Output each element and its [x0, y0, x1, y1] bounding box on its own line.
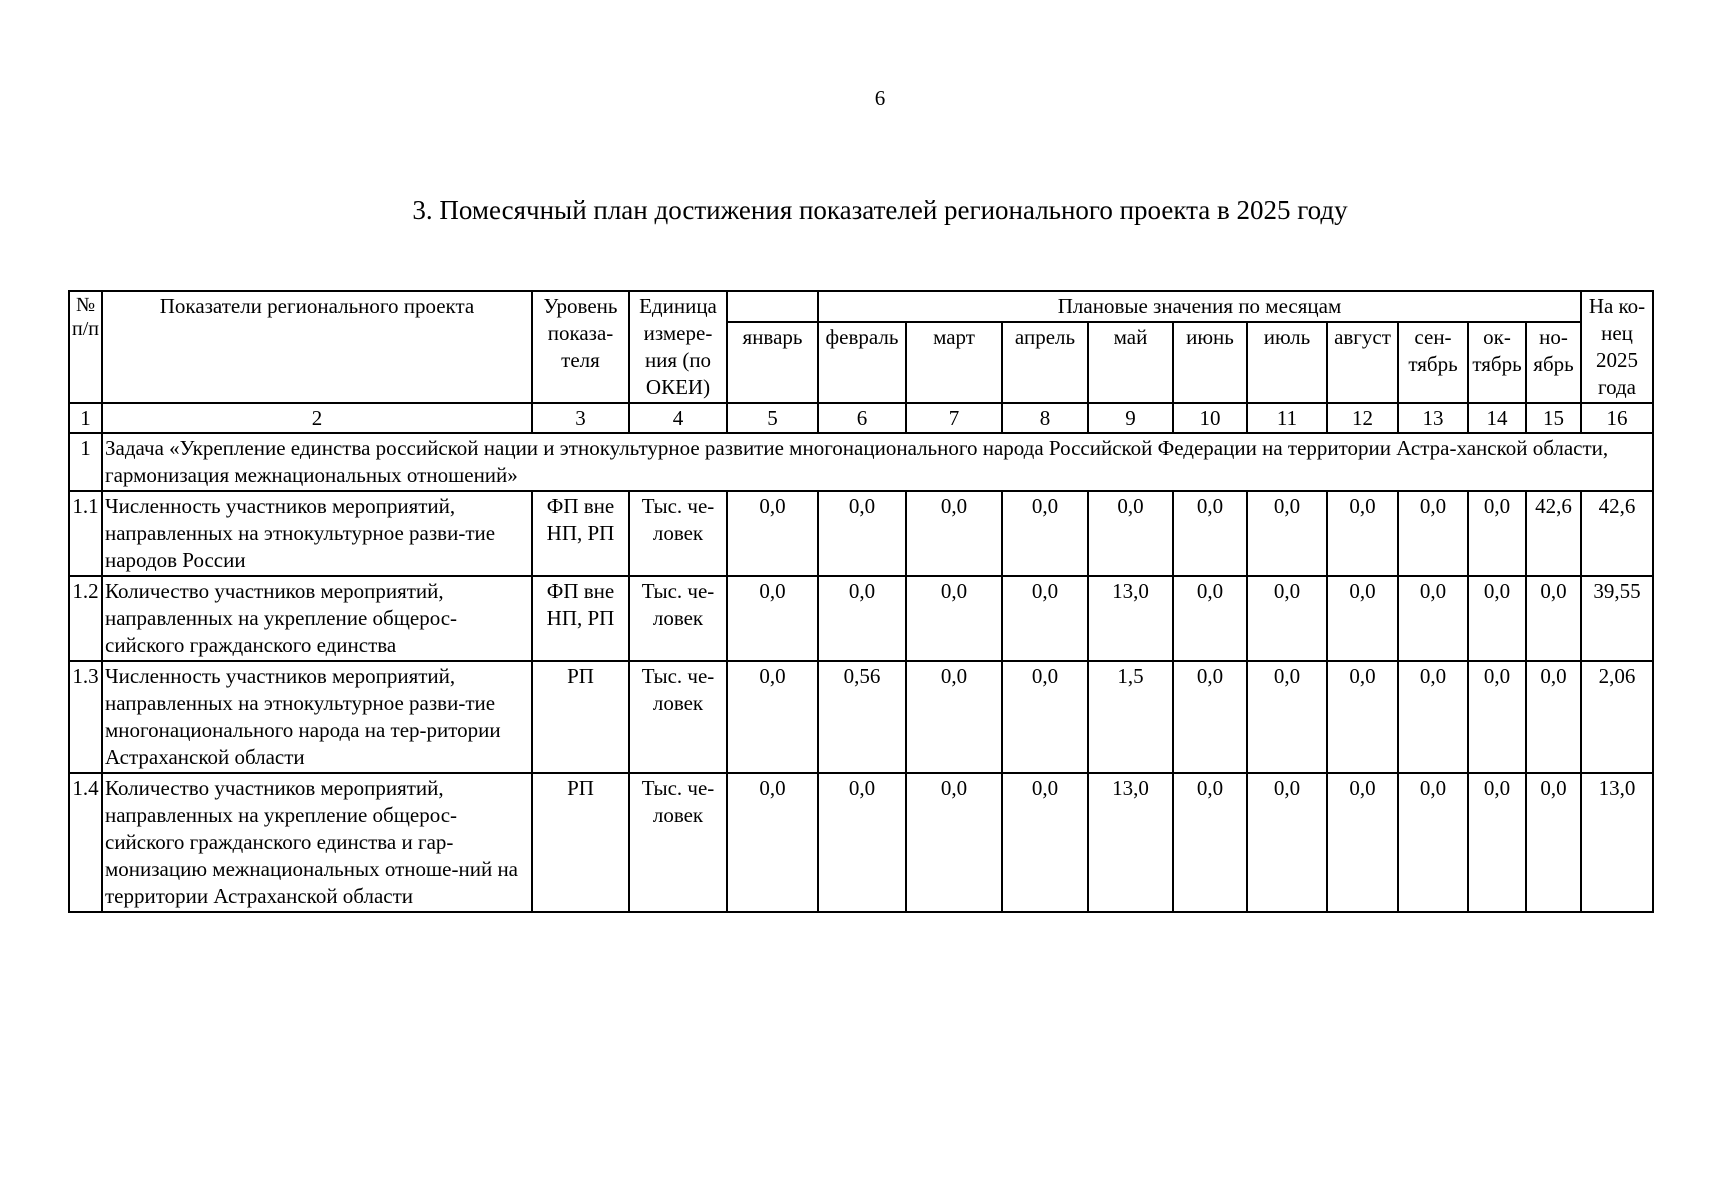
row-level: РП	[532, 773, 629, 912]
row-value: 0,0	[1327, 773, 1398, 912]
column-number: 16	[1581, 403, 1653, 433]
monthly-plan-table	[68, 290, 1654, 913]
column-number: 11	[1247, 403, 1327, 433]
column-number: 5	[727, 403, 818, 433]
table-row	[69, 661, 1653, 773]
header-month: июль	[1247, 322, 1327, 403]
row-value: 0,0	[1327, 491, 1398, 576]
row-value: 0,0	[727, 491, 818, 576]
header-month: апрель	[1002, 322, 1088, 403]
row-end-value: 42,6	[1581, 491, 1653, 576]
row-end-value: 2,06	[1581, 661, 1653, 773]
row-num: 1.4	[69, 773, 102, 912]
row-num: 1.2	[69, 576, 102, 661]
row-indicator-name: Численность участников мероприятий, направленных на этнокультурное разви-тие многонационального народа на тер-ритории Астраханской области	[102, 661, 532, 773]
row-value: 0,0	[1526, 661, 1581, 773]
row-value: 0,56	[818, 661, 906, 773]
header-plan-values: Плановые значения по месяцам	[818, 291, 1581, 322]
header-month: июнь	[1173, 322, 1247, 403]
row-value: 0,0	[1468, 661, 1526, 773]
header-end-of-year: На ко-нец 2025 года	[1581, 291, 1653, 403]
header-month: январь	[727, 322, 818, 403]
column-number: 9	[1088, 403, 1173, 433]
row-value: 13,0	[1088, 773, 1173, 912]
row-value: 0,0	[1468, 491, 1526, 576]
task-text: Задача «Укрепление единства российской нации и этнокультурное развитие многонационального народа Российской Федерации на территории Астра-ханской области, гармонизация межнациональных отношений»	[102, 433, 1653, 491]
row-value: 0,0	[1002, 661, 1088, 773]
row-value: 0,0	[1247, 576, 1327, 661]
row-indicator-name: Количество участников мероприятий, направленных на укрепление общерос-сийского гражданского единства и гар-монизацию межнациональных отноше-ний на территории Астраханской области	[102, 773, 532, 912]
column-number-row	[69, 403, 1653, 433]
row-value: 0,0	[818, 576, 906, 661]
row-value: 0,0	[1398, 773, 1468, 912]
column-number: 1	[69, 403, 102, 433]
row-unit: Тыс. че-ловек	[629, 576, 727, 661]
header-indicators: Показатели регионального проекта	[102, 291, 532, 403]
page-title: 3. Помесячный план достижения показателей регионального проекта в 2025 году	[412, 195, 1348, 225]
header-month: февраль	[818, 322, 906, 403]
header-level: Уровень показа-теля	[532, 291, 629, 403]
row-value: 0,0	[1327, 661, 1398, 773]
row-num: 1.3	[69, 661, 102, 773]
row-indicator-name: Численность участников мероприятий, направленных на этнокультурное разви-тие народов России	[102, 491, 532, 576]
row-value: 1,5	[1088, 661, 1173, 773]
row-value: 0,0	[1002, 773, 1088, 912]
row-value: 0,0	[906, 491, 1002, 576]
table-row	[69, 773, 1653, 912]
row-value: 42,6	[1526, 491, 1581, 576]
row-indicator-name: Количество участников мероприятий, направленных на укрепление общерос-сийского гражданского единства	[102, 576, 532, 661]
header-num: № п/п	[69, 291, 102, 403]
row-value: 0,0	[1526, 773, 1581, 912]
header-month: сен-тябрь	[1398, 322, 1468, 403]
header-month: ок-тябрь	[1468, 322, 1526, 403]
row-value: 0,0	[1468, 773, 1526, 912]
row-value: 0,0	[1526, 576, 1581, 661]
task-row	[69, 433, 1653, 491]
column-number: 7	[906, 403, 1002, 433]
row-value: 0,0	[1247, 491, 1327, 576]
column-number: 12	[1327, 403, 1398, 433]
row-value: 0,0	[727, 773, 818, 912]
task-num: 1	[69, 433, 102, 491]
row-value: 0,0	[818, 491, 906, 576]
column-number: 10	[1173, 403, 1247, 433]
row-value: 0,0	[1327, 576, 1398, 661]
page-number: 6	[874, 86, 886, 110]
row-value: 0,0	[1247, 661, 1327, 773]
row-unit: Тыс. че-ловек	[629, 661, 727, 773]
row-value: 0,0	[1398, 661, 1468, 773]
row-value: 13,0	[1088, 576, 1173, 661]
row-value: 0,0	[906, 576, 1002, 661]
row-value: 0,0	[1173, 491, 1247, 576]
row-num: 1.1	[69, 491, 102, 576]
header-month: но-ябрь	[1526, 322, 1581, 403]
column-number: 2	[102, 403, 532, 433]
header-empty-cell	[727, 291, 818, 322]
header-month: март	[906, 322, 1002, 403]
row-value: 0,0	[906, 773, 1002, 912]
row-value: 0,0	[818, 773, 906, 912]
row-value: 0,0	[1002, 576, 1088, 661]
column-number: 14	[1468, 403, 1526, 433]
header-month: август	[1327, 322, 1398, 403]
row-unit: Тыс. че-ловек	[629, 773, 727, 912]
row-value: 0,0	[1173, 773, 1247, 912]
column-number: 6	[818, 403, 906, 433]
column-number: 15	[1526, 403, 1581, 433]
row-value: 0,0	[1088, 491, 1173, 576]
row-level: ФП вне НП, РП	[532, 491, 629, 576]
header-unit: Единица измере-ния (по ОКЕИ)	[629, 291, 727, 403]
row-value: 0,0	[1398, 491, 1468, 576]
row-end-value: 13,0	[1581, 773, 1653, 912]
column-number: 3	[532, 403, 629, 433]
row-value: 0,0	[1247, 773, 1327, 912]
row-end-value: 39,55	[1581, 576, 1653, 661]
row-level: РП	[532, 661, 629, 773]
row-value: 0,0	[727, 576, 818, 661]
row-value: 0,0	[1173, 576, 1247, 661]
row-level: ФП вне НП, РП	[532, 576, 629, 661]
table-row	[69, 576, 1653, 661]
table-row	[69, 491, 1653, 576]
column-number: 8	[1002, 403, 1088, 433]
column-number: 4	[629, 403, 727, 433]
column-number: 13	[1398, 403, 1468, 433]
row-value: 0,0	[1398, 576, 1468, 661]
row-value: 0,0	[1468, 576, 1526, 661]
row-value: 0,0	[906, 661, 1002, 773]
row-value: 0,0	[1002, 491, 1088, 576]
header-month: май	[1088, 322, 1173, 403]
row-value: 0,0	[727, 661, 818, 773]
row-value: 0,0	[1173, 661, 1247, 773]
row-unit: Тыс. че-ловек	[629, 491, 727, 576]
